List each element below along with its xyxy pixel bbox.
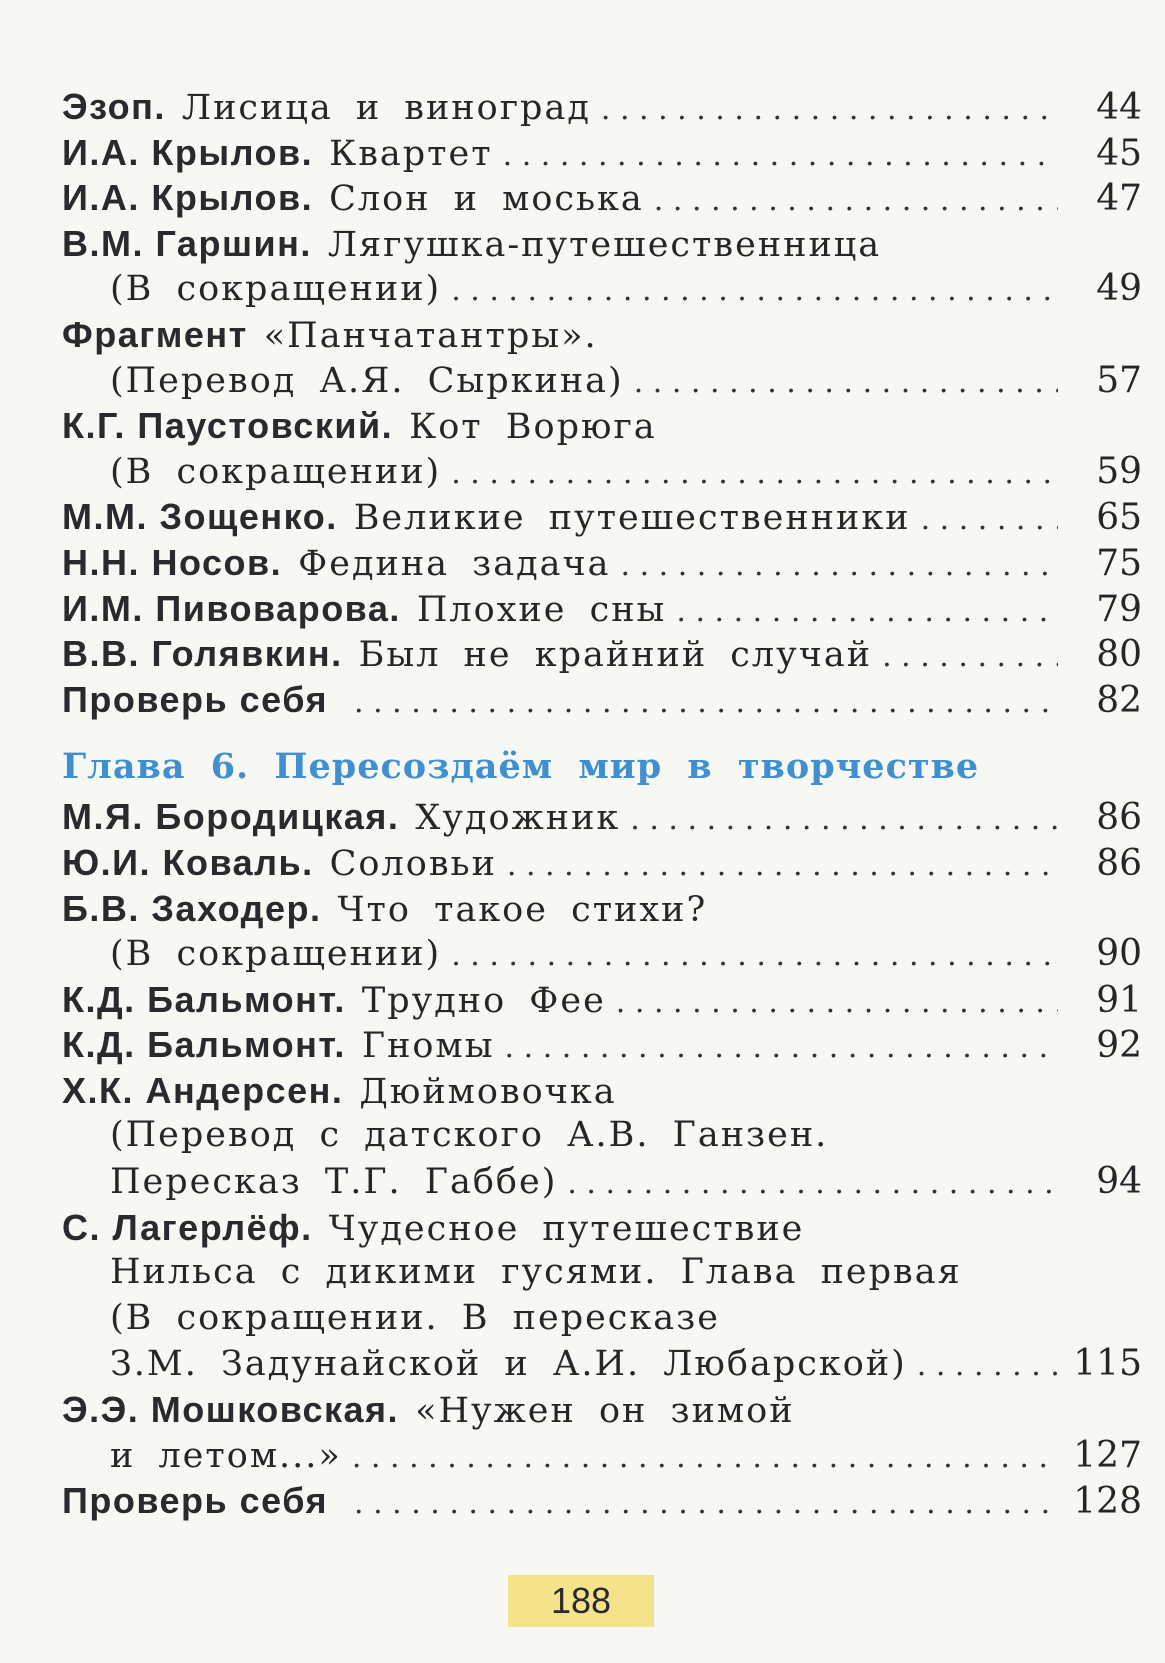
entry-author: К.Д. Бальмонт. xyxy=(62,978,346,1020)
entry-title: Плохие сны xyxy=(416,589,667,630)
toc-list-top xyxy=(62,84,1142,722)
entry-author: Н.Н. Носов. xyxy=(62,541,283,583)
entry-title: Соловьи xyxy=(329,843,497,884)
entry-page-number: 115 xyxy=(1073,1343,1142,1385)
entry-page-number: 65 xyxy=(1096,497,1142,539)
entry-author: Проверь себя xyxy=(62,1480,328,1522)
entry-author: И.М. Пивоварова. xyxy=(62,587,401,629)
entry-title: (В сокращении) xyxy=(110,451,442,492)
entry-title: Художник xyxy=(415,798,621,839)
entry-author: М.М. Зощенко. xyxy=(62,496,338,538)
entry-page-number: 57 xyxy=(1096,359,1142,401)
dot-leader xyxy=(917,1343,1058,1389)
entry-author: М.Я. Бородицкая. xyxy=(62,796,400,838)
entry-author: К.Г. Паустовский. xyxy=(62,405,394,447)
entry-page-number: 91 xyxy=(1096,979,1142,1021)
entry-title: «Панчатантры». xyxy=(263,315,598,356)
toc-entry-line xyxy=(62,677,1142,723)
toc-entry-line xyxy=(62,1296,1142,1342)
entry-author: К.Д. Бальмонт. xyxy=(62,1024,346,1066)
toc-entry-line xyxy=(62,1022,1142,1068)
table-of-contents xyxy=(62,84,1142,1524)
toc-entry-line xyxy=(62,1113,1142,1159)
entry-page-number: 44 xyxy=(1096,87,1142,128)
toc-entry-line xyxy=(62,840,1142,886)
toc-entry-line xyxy=(62,1341,1142,1387)
toc-list-bottom xyxy=(62,794,1142,1524)
entry-title: Чудесное путешествие xyxy=(328,1208,805,1249)
entry-page-number: 94 xyxy=(1096,1161,1142,1203)
dot-leader xyxy=(451,268,1058,314)
entry-author: И.А. Крылов. xyxy=(62,177,314,219)
entry-title: (В сокращении) xyxy=(110,269,442,310)
entry-title: Нильса с дикими гусями. Глава первая xyxy=(110,1252,962,1293)
entry-page-number: 86 xyxy=(1096,842,1142,884)
entry-title: (В сокращении) xyxy=(110,934,442,975)
entry-author: Проверь себя xyxy=(62,678,328,720)
entry-title: Дюймовочка xyxy=(359,1071,617,1112)
toc-entry-line xyxy=(62,449,1142,495)
entry-author: С. Лагерлёф. xyxy=(62,1206,313,1248)
entry-title: Был не крайний случай xyxy=(358,635,873,676)
toc-entry-line xyxy=(62,886,1142,932)
dot-leader xyxy=(630,797,1058,843)
dot-leader xyxy=(921,497,1058,543)
entry-page-number: 45 xyxy=(1096,132,1142,174)
chapter-heading: Глава 6. Пересоздаём мир в творчестве xyxy=(62,746,980,788)
dot-leader xyxy=(882,634,1058,680)
dot-leader xyxy=(654,178,1058,224)
entry-author: Ю.И. Коваль. xyxy=(62,841,314,883)
entry-author: В.В. Голявкин. xyxy=(62,633,343,675)
toc-entry-line xyxy=(62,586,1142,632)
dot-leader xyxy=(507,843,1058,889)
dot-leader xyxy=(505,1025,1058,1071)
toc-entry-line xyxy=(62,221,1142,267)
entry-title: Квартет xyxy=(329,133,493,174)
entry-title: «Нужен он зимой xyxy=(415,1391,795,1432)
dot-leader xyxy=(503,133,1058,179)
entry-author: Эзоп. xyxy=(62,86,166,127)
entry-author: И.А. Крылов. xyxy=(62,131,314,173)
entry-page-number: 79 xyxy=(1096,588,1142,630)
dot-leader xyxy=(352,1435,1058,1481)
toc-entry-line xyxy=(62,84,1142,130)
toc-entry-line xyxy=(62,794,1142,840)
dot-leader xyxy=(621,543,1058,589)
entry-page-number: 49 xyxy=(1096,268,1142,310)
toc-entry-line xyxy=(62,175,1142,221)
entry-title: Трудно Фее xyxy=(361,980,606,1021)
dot-leader xyxy=(451,933,1058,979)
toc-entry-line xyxy=(62,266,1142,312)
entry-title: (Перевод с датского А.В. Ганзен. xyxy=(110,1115,829,1156)
toc-entry-line xyxy=(62,1250,1142,1296)
entry-title: Гномы xyxy=(361,1026,495,1067)
entry-title: Федина задача xyxy=(298,543,611,584)
entry-page-number: 86 xyxy=(1096,797,1142,839)
entry-title: (В сокращении. В пересказе xyxy=(110,1297,720,1338)
toc-entry-line xyxy=(62,312,1142,358)
entry-author: Х.К. Андерсен. xyxy=(62,1069,344,1111)
entry-page-number: 47 xyxy=(1096,178,1142,220)
page-number-badge xyxy=(508,1575,654,1627)
entry-page-number: 82 xyxy=(1096,679,1142,721)
dot-leader xyxy=(567,1161,1058,1207)
dot-leader xyxy=(354,680,1058,726)
toc-entry-line xyxy=(62,931,1142,977)
entry-page-number: 80 xyxy=(1096,634,1142,676)
dot-leader xyxy=(451,451,1058,497)
entry-page-number: 75 xyxy=(1096,542,1142,584)
entry-page-number: 127 xyxy=(1073,1434,1142,1476)
entry-title: З.М. Задунайской и А.И. Любарской) xyxy=(110,1344,907,1385)
dot-leader xyxy=(676,589,1058,635)
toc-entry-line xyxy=(62,403,1142,449)
dot-leader xyxy=(601,87,1058,133)
toc-entry-line xyxy=(62,358,1142,404)
dot-leader xyxy=(354,1481,1058,1527)
dot-leader xyxy=(634,360,1058,406)
entry-title: Лисица и виноград xyxy=(181,88,591,128)
entry-title: Что такое стихи? xyxy=(337,889,708,930)
toc-entry-line xyxy=(62,130,1142,176)
entry-title: (Перевод А.Я. Сыркина) xyxy=(110,360,624,401)
entry-page-number: 92 xyxy=(1096,1025,1142,1067)
entry-title: Великие путешественники xyxy=(353,498,911,539)
toc-entry-line xyxy=(62,977,1142,1023)
toc-entry-line xyxy=(62,1205,1142,1251)
dot-leader xyxy=(616,980,1058,1026)
entry-author: Фрагмент xyxy=(62,313,248,355)
toc-entry-line xyxy=(62,540,1142,586)
toc-entry-line xyxy=(62,1387,1142,1433)
entry-title: Кот Ворюга xyxy=(409,407,657,448)
entry-title: Лягушка-путешественница xyxy=(327,224,882,265)
toc-entry-line xyxy=(62,1068,1142,1114)
entry-author: В.М. Гаршин. xyxy=(62,222,312,264)
entry-title: Пересказ Т.Г. Габбе) xyxy=(110,1162,558,1203)
toc-entry-line xyxy=(62,631,1142,677)
entry-author: Б.В. Заходер. xyxy=(62,887,322,929)
entry-title: Слон и моська xyxy=(329,179,644,220)
entry-title: и летом...» xyxy=(110,1435,342,1476)
toc-entry-line xyxy=(62,1433,1142,1479)
entry-page-number: 59 xyxy=(1096,450,1142,492)
entry-page-number: 90 xyxy=(1096,933,1142,975)
toc-entry-line xyxy=(62,494,1142,540)
toc-entry-line xyxy=(62,1478,1142,1524)
entry-author: Э.Э. Мошковская. xyxy=(62,1389,400,1431)
entry-page-number: 128 xyxy=(1073,1481,1142,1523)
page-number: 188 xyxy=(550,1580,612,1621)
toc-entry-line xyxy=(62,1159,1142,1205)
